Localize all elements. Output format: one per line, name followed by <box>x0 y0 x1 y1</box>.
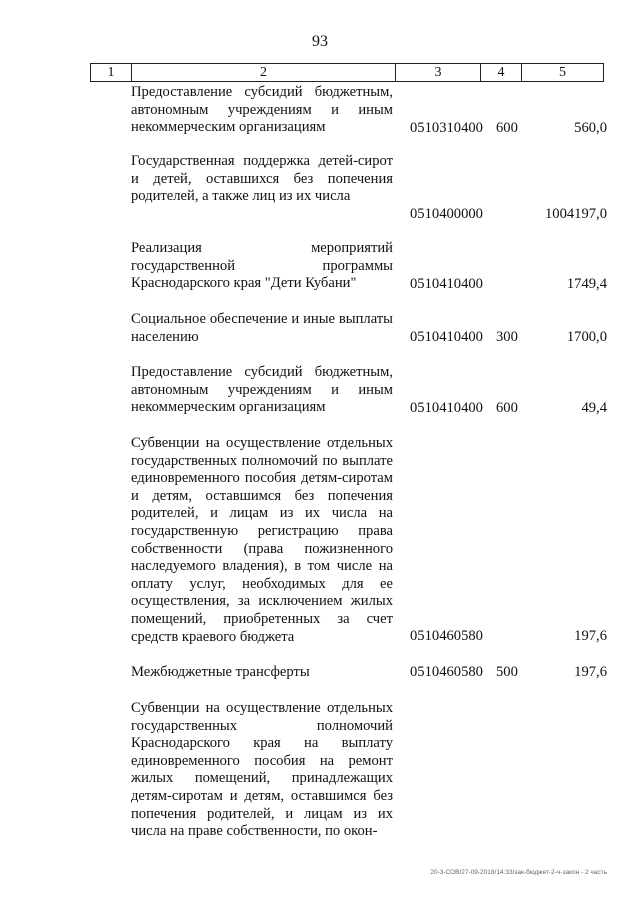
footer-stamp: 20-3-СОВ/27-09-2018/14:33/зак-бюджет-2-ч-закон - 2 часть <box>430 869 607 876</box>
row-code: 0510410400 <box>410 276 483 292</box>
row-amount: 1700,0 <box>566 329 607 345</box>
header-col-3: 3 <box>396 64 481 82</box>
row-amount: 49,4 <box>581 400 607 416</box>
row-amount: 197,6 <box>574 628 607 644</box>
page-number: 93 <box>312 33 328 50</box>
row-kind: 300 <box>496 329 518 345</box>
row-kind: 600 <box>496 400 518 416</box>
row-code: 0510400000 <box>410 206 483 222</box>
row-description: Субвенции на осуществление отдельных государственных полномочий Краснодарского края на выплату единовременного пособия на ремонт жилых помещений, принадлежащих детям-сиротам и детям, оставшимся без попечения родителей, и лицам из их числа на праве собственности, по окон- <box>131 700 393 840</box>
row-amount: 197,6 <box>574 664 607 680</box>
row-code: 0510410400 <box>410 400 483 416</box>
row-amount: 1749,4 <box>566 276 607 292</box>
row-kind: 500 <box>496 664 518 680</box>
header-col-5: 5 <box>522 64 604 82</box>
row-code: 0510410400 <box>410 329 483 345</box>
row-description: Предоставление субсидий бюджетным, автономным учреждениям и иным некоммерческим организациям <box>131 84 393 136</box>
header-col-1: 1 <box>91 64 132 82</box>
row-description: Субвенции на осуществление отдельных государственных полномочий по выплате единовременного пособия детям-сиротам и детям, оставшимся без попечения родителей, и лицам из их числа на государственную регистрацию права собственности (права пожизненного наследуемого владения), в том числе на оплату услуг, необходимых для ее осуществления, за исключением жилых помещений, приобретенных за счет средств краевого бюджета <box>131 435 393 645</box>
row-code: 0510460580 <box>410 628 483 644</box>
header-col-4: 4 <box>481 64 522 82</box>
row-description: Предоставление субсидий бюджетным, автономным учреждениям и иным некоммерческим организациям <box>131 364 393 416</box>
row-description: Реализация мероприятий государственной программы Краснодарского края "Дети Кубани" <box>131 240 393 292</box>
row-description: Межбюджетные трансферты <box>131 664 310 680</box>
row-description: Социальное обеспечение и иные выплаты населению <box>131 311 393 345</box>
header-col-2: 2 <box>132 64 396 82</box>
row-code: 0510460580 <box>410 664 483 680</box>
row-kind: 600 <box>496 120 518 136</box>
row-code: 0510310400 <box>410 120 483 136</box>
row-amount: 560,0 <box>574 120 607 136</box>
row-amount: 1004197,0 <box>544 206 607 222</box>
row-description: Государственная поддержка детей-сирот и детей, оставшихся без попечения родителей, а также лиц из их числа <box>131 153 393 205</box>
